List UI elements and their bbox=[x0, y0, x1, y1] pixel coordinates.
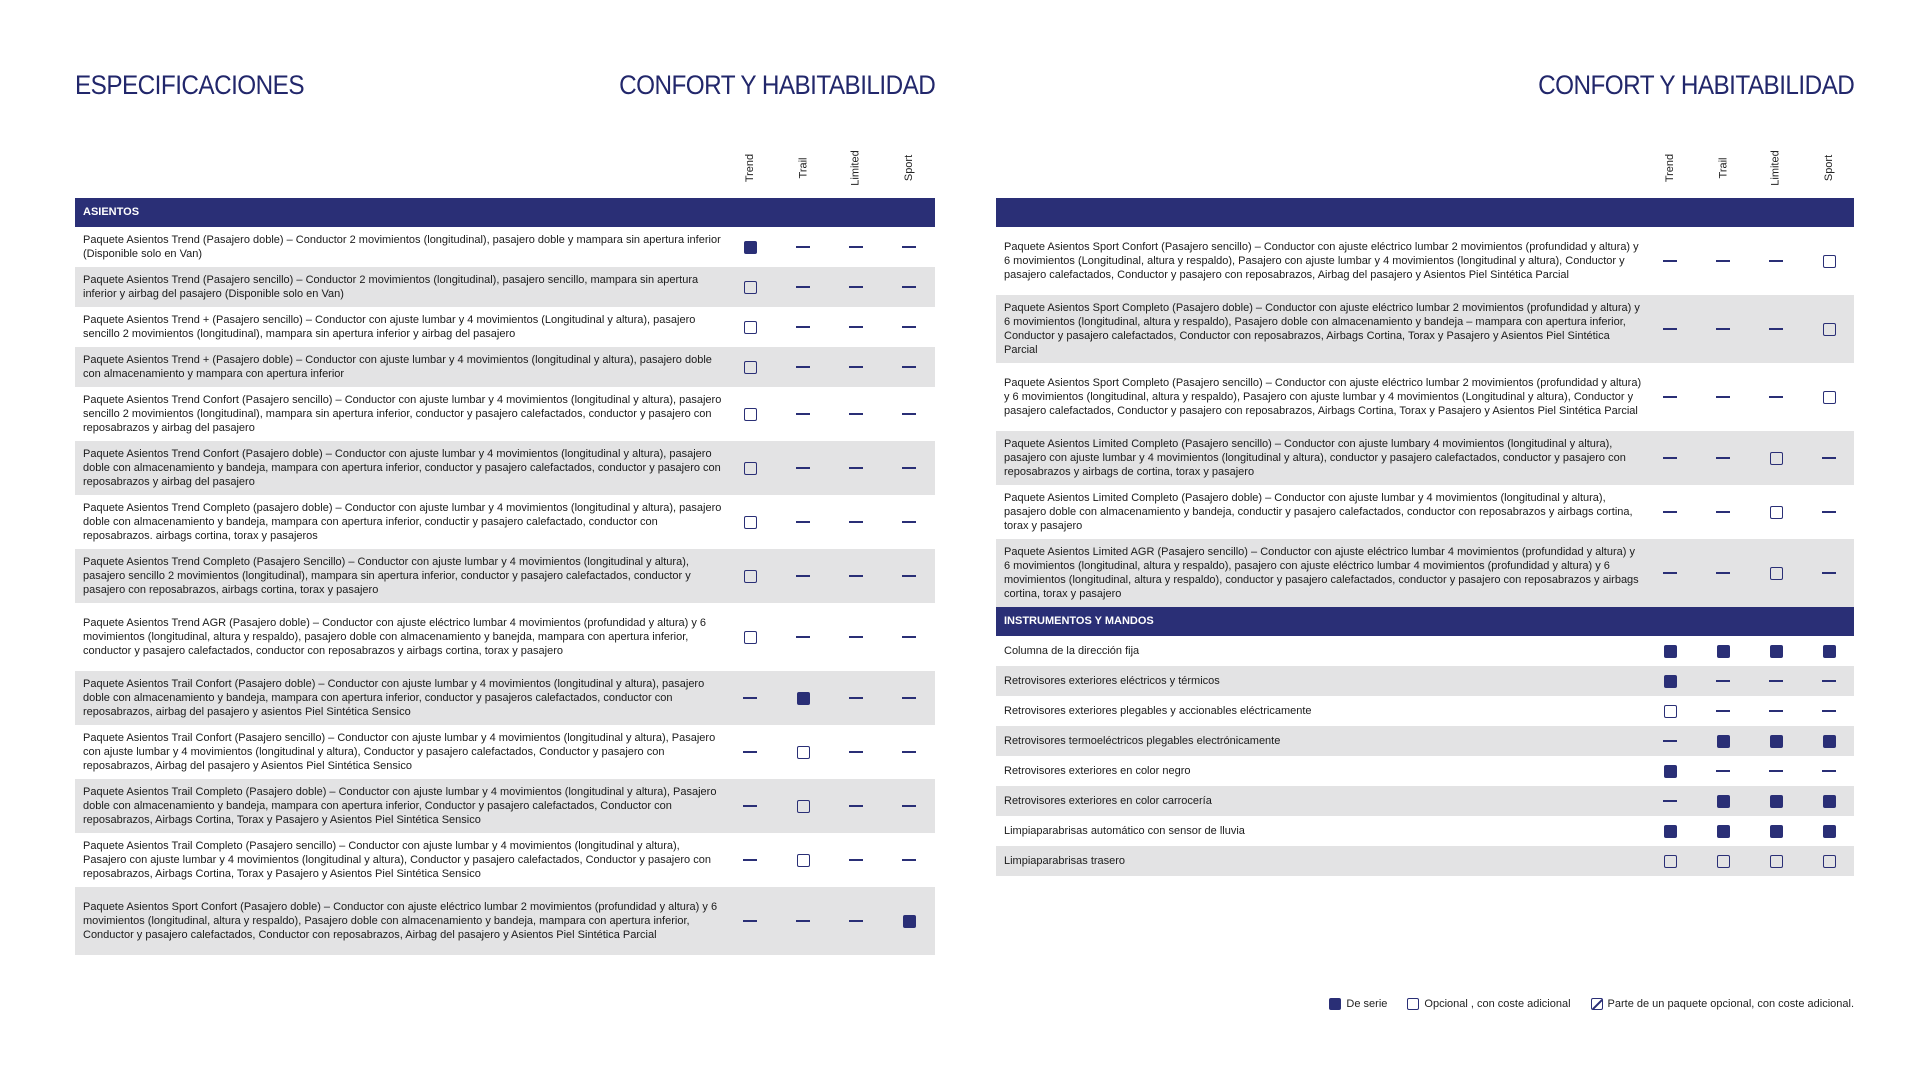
section-header-asientos: ASIENTOS bbox=[75, 198, 935, 227]
table-row bbox=[75, 603, 935, 671]
table-row bbox=[75, 833, 935, 887]
column-header-sport bbox=[1823, 144, 1835, 194]
right-spec-table bbox=[996, 140, 1854, 876]
not-available-dash-icon bbox=[849, 240, 863, 254]
row-label: Paquete Asientos Sport Confort (Pasajero sencillo) – Conductor con ajuste eléctrico lumbar 2 movimientos (profundidad y altura) y 6 movimientos (Longitudinal, altura y respaldo), Pasajero con ajuste lumbar y 4 movimientos (longitudinal y altura), Conductor y pasajero calefactados, Conductor y pasajero con reposabrazos, Airbag del pasajero y Asientos Piel Sintética Parcial bbox=[1004, 241, 1639, 281]
row-label: Columna de la dirección fija bbox=[1004, 645, 1140, 657]
not-available-dash-icon bbox=[1716, 390, 1730, 404]
not-available-dash-icon bbox=[1663, 566, 1677, 580]
not-available-dash-icon bbox=[1716, 322, 1730, 336]
not-available-dash-icon bbox=[902, 360, 916, 374]
table-row bbox=[75, 267, 935, 307]
not-available-dash-icon bbox=[1769, 764, 1783, 778]
table-row bbox=[75, 549, 935, 603]
not-available-dash-icon bbox=[849, 691, 863, 705]
column-header-trend bbox=[744, 144, 756, 194]
column-header-trail bbox=[1717, 144, 1729, 194]
not-available-dash-icon bbox=[1716, 451, 1730, 465]
not-available-dash-icon bbox=[1663, 254, 1677, 268]
table-row bbox=[996, 846, 1854, 876]
not-available-dash-icon bbox=[1769, 322, 1783, 336]
table-row bbox=[996, 756, 1854, 786]
row-label: Retrovisores exteriores eléctricos y térmicos bbox=[1004, 675, 1220, 687]
column-header-label: Trend bbox=[744, 153, 757, 183]
not-available-dash-icon bbox=[1769, 390, 1783, 404]
not-available-dash-icon bbox=[1822, 674, 1836, 688]
not-available-dash-icon bbox=[1769, 674, 1783, 688]
not-available-dash-icon bbox=[796, 569, 810, 583]
row-label: Paquete Asientos Sport Confort (Pasajero doble) – Conductor con ajuste eléctrico lumbar 2 movimientos (profundidad y altura) y 6 movimientos (longitudinal, altura y respaldo), Pasajero doble con almacenamiento y bandeja, mampara con apertura inferior, Conductor y pasajero calefactados, Conductor con reposabrazos, Airbag del pasajero y Asientos Piel Sintética Parcial bbox=[83, 901, 718, 941]
not-available-dash-icon bbox=[1822, 764, 1836, 778]
table-row bbox=[996, 295, 1854, 363]
table-row bbox=[996, 666, 1854, 696]
optional-mark-icon bbox=[796, 799, 810, 813]
standard-mark-icon bbox=[1769, 644, 1783, 658]
not-available-dash-icon bbox=[902, 630, 916, 644]
standard-square-icon bbox=[1329, 998, 1341, 1010]
legend-optional-label: Opcional , con coste adicional bbox=[1424, 998, 1571, 1010]
legend-standard bbox=[1329, 998, 1387, 1010]
not-available-dash-icon bbox=[796, 320, 810, 334]
standard-mark-icon bbox=[902, 914, 916, 928]
not-available-dash-icon bbox=[849, 745, 863, 759]
optional-mark-icon bbox=[1822, 254, 1836, 268]
row-label: Paquete Asientos Trend + (Pasajero doble) – Conductor con ajuste lumbar y 4 movimientos (longitudinal y altura), pasajero doble con almacenamiento y mampara con apertura inferior bbox=[83, 354, 712, 380]
column-header-trail bbox=[797, 144, 809, 194]
row-label: Paquete Asientos Trail Confort (Pasajero sencillo) – Conductor con ajuste lumbar y 4 movimientos (longitudinal y altura), Pasajero con ajuste lumbar y 4 movimientos (longitudinal y altura), Conductor y pasajero calefactados, Conductor y pasajero con reposabrazos, Airbag del pasajero y Asientos Piel Sintética Sensico bbox=[83, 732, 716, 772]
not-available-dash-icon bbox=[796, 240, 810, 254]
table-row bbox=[75, 227, 935, 267]
table-row bbox=[996, 227, 1854, 295]
not-available-dash-icon bbox=[902, 515, 916, 529]
standard-mark-icon bbox=[1769, 734, 1783, 748]
standard-mark-icon bbox=[1663, 824, 1677, 838]
table-row bbox=[75, 725, 935, 779]
rows-left bbox=[75, 227, 935, 955]
not-available-dash-icon bbox=[902, 461, 916, 475]
table-row bbox=[996, 431, 1854, 485]
not-available-dash-icon bbox=[796, 360, 810, 374]
not-available-dash-icon bbox=[743, 853, 757, 867]
not-available-dash-icon bbox=[902, 240, 916, 254]
not-available-dash-icon bbox=[1663, 794, 1677, 808]
optional-mark-icon bbox=[1663, 854, 1677, 868]
optional-square-icon bbox=[1407, 998, 1419, 1010]
not-available-dash-icon bbox=[1822, 704, 1836, 718]
column-headers-right bbox=[996, 140, 1854, 198]
optional-mark-icon bbox=[743, 360, 757, 374]
row-label: Paquete Asientos Trend Completo (Pasajero Sencillo) – Conductor con ajuste lumbar y 4 movimientos (longitudinal y altura), pasajero sencillo 2 movimientos (longitudinal), mampara sin apertura inferior, conductor y pasajero calefactados, conductor y pasajero con reposabrazos, airbags cortina, torax y pasajero bbox=[83, 556, 691, 596]
not-available-dash-icon bbox=[1716, 764, 1730, 778]
optional-mark-icon bbox=[1663, 704, 1677, 718]
table-row bbox=[75, 495, 935, 549]
row-label: Paquete Asientos Trail Completo (Pasajero doble) – Conductor con ajuste lumbar y 4 movimientos (longitudinal y altura), Pasajero doble con almacenamiento y bandeja, mampara con apertura inferior, Conductor y pasajero calefactados, Conductor con reposabrazos, Airbags Cortina, Torax y Pasajero y Asientos Piel Sintética Sensico bbox=[83, 786, 717, 826]
not-available-dash-icon bbox=[1663, 734, 1677, 748]
section-title-left: CONFORT Y HABITABILIDAD bbox=[618, 70, 935, 100]
column-header-label: Limited bbox=[850, 150, 862, 186]
row-label: Paquete Asientos Sport Completo (Pasajero doble) – Conductor con ajuste eléctrico lumbar 2 movimientos (profundidad y altura) y 6 movimientos (longitudinal, altura y respaldo), Pasajero doble con almacenamiento y bandeja – mampara con apertura inferior, Conductor y pasajero calefactados, Conductor con reposabrazos, Airbags Cortina, Torax y Pasajero y Asientos Piel Sintética Parcial bbox=[1004, 302, 1640, 356]
left-spec-table bbox=[75, 140, 935, 955]
column-header-trend bbox=[1664, 144, 1676, 194]
rows-right-2 bbox=[996, 636, 1854, 876]
optional-mark-icon bbox=[743, 569, 757, 583]
not-available-dash-icon bbox=[743, 745, 757, 759]
optional-mark-icon bbox=[743, 461, 757, 475]
not-available-dash-icon bbox=[1663, 390, 1677, 404]
optional-mark-icon bbox=[1822, 322, 1836, 336]
optional-mark-icon bbox=[743, 320, 757, 334]
row-label: Retrovisores exteriores en color carrocería bbox=[1004, 795, 1212, 807]
table-row bbox=[996, 786, 1854, 816]
row-label: Paquete Asientos Trend Completo (pasajero doble) – Conductor con ajuste lumbar y 4 movimientos (longitudinal y altura), pasajero doble con almacenamiento y bandeja, mampara con apertura inferior, conductir y pasajero calefactado, conductor con reposabrazos. airbags cortina, torax y pasajeros bbox=[83, 502, 722, 542]
table-row bbox=[996, 816, 1854, 846]
standard-mark-icon bbox=[1769, 794, 1783, 808]
row-label: Paquete Asientos Trend + (Pasajero sencillo) – Conductor con ajuste lumbar y 4 movimientos (Longitudinal y altura), pasajero sencillo 2 movimientos (longitudinal), mampara sin apertura inferior y airbag del pasajero bbox=[83, 314, 696, 340]
optional-mark-icon bbox=[1822, 390, 1836, 404]
not-available-dash-icon bbox=[1769, 704, 1783, 718]
not-available-dash-icon bbox=[796, 515, 810, 529]
not-available-dash-icon bbox=[1716, 505, 1730, 519]
standard-mark-icon bbox=[1716, 824, 1730, 838]
not-available-dash-icon bbox=[1716, 674, 1730, 688]
not-available-dash-icon bbox=[902, 407, 916, 421]
standard-mark-icon bbox=[796, 691, 810, 705]
row-label: Paquete Asientos Limited Completo (Pasajero doble) – Conductor con ajuste lumbar y 4 movimientos (longitudinal y altura), pasajero doble con almacenamiento y bandeja, conductir y pasajero calefactados, conductor con reposabrazos y airbags cortina, torax y pasajero bbox=[1004, 492, 1633, 532]
not-available-dash-icon bbox=[849, 914, 863, 928]
table-row bbox=[75, 307, 935, 347]
table-row bbox=[996, 539, 1854, 607]
not-available-dash-icon bbox=[1663, 322, 1677, 336]
row-label: Retrovisores exteriores en color negro bbox=[1004, 765, 1191, 777]
optional-mark-icon bbox=[1769, 566, 1783, 580]
section-header-instrumentos: INSTRUMENTOS Y MANDOS bbox=[996, 607, 1854, 636]
not-available-dash-icon bbox=[796, 630, 810, 644]
not-available-dash-icon bbox=[743, 799, 757, 813]
not-available-dash-icon bbox=[1822, 566, 1836, 580]
standard-mark-icon bbox=[1716, 794, 1730, 808]
rows-right-1 bbox=[996, 227, 1854, 607]
table-row bbox=[996, 636, 1854, 666]
not-available-dash-icon bbox=[1663, 505, 1677, 519]
column-header-label: Sport bbox=[903, 154, 916, 182]
not-available-dash-icon bbox=[743, 914, 757, 928]
table-row bbox=[75, 671, 935, 725]
table-row bbox=[996, 726, 1854, 756]
not-available-dash-icon bbox=[1769, 254, 1783, 268]
table-row bbox=[996, 696, 1854, 726]
not-available-dash-icon bbox=[1716, 566, 1730, 580]
not-available-dash-icon bbox=[849, 461, 863, 475]
row-label: Retrovisores termoeléctricos plegables electrónicamente bbox=[1004, 735, 1281, 747]
not-available-dash-icon bbox=[1716, 254, 1730, 268]
standard-mark-icon bbox=[1716, 644, 1730, 658]
row-label: Paquete Asientos Limited Completo (Pasajero sencillo) – Conductor con ajuste lumbary 4 movimientos (longitudinal y altura), pasajero con ajuste lumbar y 4 movimientos (longitudinal y altura), conductor y pasajero calefactados, conductor y pasajero con reposabrazos y airbags de cortina, torax y pasajero bbox=[1004, 438, 1626, 478]
not-available-dash-icon bbox=[849, 280, 863, 294]
not-available-dash-icon bbox=[849, 569, 863, 583]
table-row bbox=[75, 887, 935, 955]
standard-mark-icon bbox=[1822, 794, 1836, 808]
standard-mark-icon bbox=[1663, 674, 1677, 688]
not-available-dash-icon bbox=[1663, 451, 1677, 465]
table-row bbox=[75, 441, 935, 495]
column-header-label: Trend bbox=[1664, 153, 1677, 183]
standard-mark-icon bbox=[1822, 824, 1836, 838]
not-available-dash-icon bbox=[849, 320, 863, 334]
row-label: Paquete Asientos Trend Confort (Pasajero sencillo) – Conductor con ajuste lumbar y 4 movimientos (longitudinal y altura), pasajero sencillo 2 movimientos (longitudinal), mampara sin apertura inferior, conductor y pasajero calefactados, conductor y pasajero con reposabrazos y airbag del pasajero bbox=[83, 394, 722, 434]
section-header-blank bbox=[996, 198, 1854, 227]
not-available-dash-icon bbox=[743, 691, 757, 705]
standard-mark-icon bbox=[1769, 824, 1783, 838]
standard-mark-icon bbox=[1663, 764, 1677, 778]
optional-mark-icon bbox=[743, 515, 757, 529]
optional-mark-icon bbox=[796, 745, 810, 759]
table-row bbox=[996, 485, 1854, 539]
not-available-dash-icon bbox=[849, 853, 863, 867]
row-label: Paquete Asientos Limited AGR (Pasajero sencillo) – Conductor con ajuste eléctrico lumbar 4 movimientos (profundidad y altura) y 6 movimientos (longitudinal, altura y respaldo), pasajero con ajuste eléctrico lumbar 4 movimientos (profundidad y altura) y 6 movimientos (longitudinal, altura y respaldo), conductor y pasajero calefactados, conductor y pasajero con reposabrazos y airbags cortina, torax y pasajero bbox=[1004, 546, 1639, 600]
table-row bbox=[996, 363, 1854, 431]
column-header-label: Trail bbox=[1717, 157, 1730, 179]
optional-mark-icon bbox=[1822, 854, 1836, 868]
optional-mark-icon bbox=[743, 630, 757, 644]
not-available-dash-icon bbox=[849, 515, 863, 529]
standard-mark-icon bbox=[1716, 734, 1730, 748]
optional-mark-icon bbox=[796, 853, 810, 867]
not-available-dash-icon bbox=[902, 280, 916, 294]
row-label: Paquete Asientos Trail Confort (Pasajero doble) – Conductor con ajuste lumbar y 4 movimientos (longitudinal y altura), pasajero doble con almacenamiento y bandeja, mampara con apertura inferior, conductor y pasajeros calefactados, conductor con reposabrazos, airbag del pasajero y asientos Piel Sintética Sensico bbox=[83, 678, 705, 718]
not-available-dash-icon bbox=[902, 799, 916, 813]
table-row bbox=[75, 779, 935, 833]
column-header-label: Sport bbox=[1823, 154, 1836, 182]
not-available-dash-icon bbox=[849, 407, 863, 421]
not-available-dash-icon bbox=[849, 360, 863, 374]
not-available-dash-icon bbox=[796, 407, 810, 421]
optional-mark-icon bbox=[743, 280, 757, 294]
column-header-label: Limited bbox=[1770, 150, 1782, 186]
column-header-limited bbox=[1770, 144, 1782, 194]
row-label: Paquete Asientos Trail Completo (Pasajero sencillo) – Conductor con ajuste lumbar y 4 movimientos (longitudinal y altura), Pasajero con ajuste lumbar y 4 movimientos (longitudinal y altura), Conductor y pasajero calefactados, Conductor y pasajero con reposabrazos, Airbags Cortina, Torax y Pasajero y Asientos Piel Sintética Sensico bbox=[83, 840, 711, 880]
row-label: Paquete Asientos Trend Confort (Pasajero doble) – Conductor con ajuste lumbar y 4 movimientos (longitudinal y altura), pasajero doble con almacenamiento y bandeja, mampara con apertura inferior, conductor y pasajero calefactados, conductor y pasajero con reposabrazos y airbag del pasajero bbox=[83, 448, 721, 488]
package-square-icon bbox=[1591, 998, 1603, 1010]
table-row bbox=[75, 387, 935, 441]
optional-mark-icon bbox=[1769, 505, 1783, 519]
standard-mark-icon bbox=[1663, 644, 1677, 658]
not-available-dash-icon bbox=[849, 630, 863, 644]
table-row bbox=[75, 347, 935, 387]
row-label: Limpiaparabrisas automático con sensor de lluvia bbox=[1004, 825, 1245, 837]
not-available-dash-icon bbox=[796, 280, 810, 294]
not-available-dash-icon bbox=[1822, 451, 1836, 465]
legend bbox=[1329, 998, 1854, 1010]
not-available-dash-icon bbox=[1716, 704, 1730, 718]
legend-standard-label: De serie bbox=[1346, 998, 1388, 1010]
optional-mark-icon bbox=[1716, 854, 1730, 868]
not-available-dash-icon bbox=[1822, 505, 1836, 519]
not-available-dash-icon bbox=[902, 569, 916, 583]
column-header-limited bbox=[850, 144, 862, 194]
optional-mark-icon bbox=[1769, 854, 1783, 868]
legend-optional bbox=[1407, 998, 1570, 1010]
row-label: Paquete Asientos Trend (Pasajero doble) – Conductor 2 movimientos (longitudinal), pasajero doble y mampara sin apertura inferior (Disponible solo en Van) bbox=[83, 234, 721, 260]
not-available-dash-icon bbox=[849, 799, 863, 813]
row-label: Paquete Asientos Trend (Pasajero sencillo) – Conductor 2 movimientos (longitudinal), pasajero sencillo, mampara sin apertura inferior y airbag del pasajero (Disponible solo en Van) bbox=[83, 274, 699, 300]
standard-mark-icon bbox=[743, 240, 757, 254]
not-available-dash-icon bbox=[902, 691, 916, 705]
row-label: Limpiaparabrisas trasero bbox=[1004, 855, 1126, 867]
legend-package-label: Parte de un paquete opcional, con coste adicional. bbox=[1607, 998, 1854, 1010]
legend-package bbox=[1591, 998, 1854, 1010]
standard-mark-icon bbox=[1822, 644, 1836, 658]
column-headers-left bbox=[75, 140, 935, 198]
column-header-sport bbox=[903, 144, 915, 194]
column-header-label: Trail bbox=[797, 157, 810, 179]
row-label: Paquete Asientos Sport Completo (Pasajero sencillo) – Conductor con ajuste eléctrico lumbar 2 movimientos (profundidad y altura) y 6 movimientos (longitudinal, altura y respaldo), Pasajero con ajuste lumbar y 4 movimientos (Longitudinal y altura), Conductor y pasajero calefactados, Conductor y pasajero con reposabrazos, Airbags Cortina, Torax y Pasajero y Asientos Piel Sintética Parcial bbox=[1004, 377, 1642, 417]
not-available-dash-icon bbox=[796, 914, 810, 928]
optional-mark-icon bbox=[743, 407, 757, 421]
not-available-dash-icon bbox=[902, 853, 916, 867]
not-available-dash-icon bbox=[796, 461, 810, 475]
standard-mark-icon bbox=[1822, 734, 1836, 748]
section-title-right: CONFORT Y HABITABILIDAD bbox=[1537, 70, 1854, 100]
row-label: Retrovisores exteriores plegables y accionables eléctricamente bbox=[1004, 705, 1312, 717]
optional-mark-icon bbox=[1769, 451, 1783, 465]
page-title: ESPECIFICACIONES bbox=[75, 70, 305, 100]
not-available-dash-icon bbox=[902, 320, 916, 334]
not-available-dash-icon bbox=[902, 745, 916, 759]
row-label: Paquete Asientos Trend AGR (Pasajero doble) – Conductor con ajuste eléctrico lumbar 4 movimientos (profundidad y altura) y 6 movimientos (longitudinal, altura y respaldo), pasajero doble con almacenamiento y banejda, mampara con apertura inferior, conductor y pasajero calefactados, conductor con reposabrazos y airbags cortina, torax y pasajero bbox=[83, 617, 707, 657]
